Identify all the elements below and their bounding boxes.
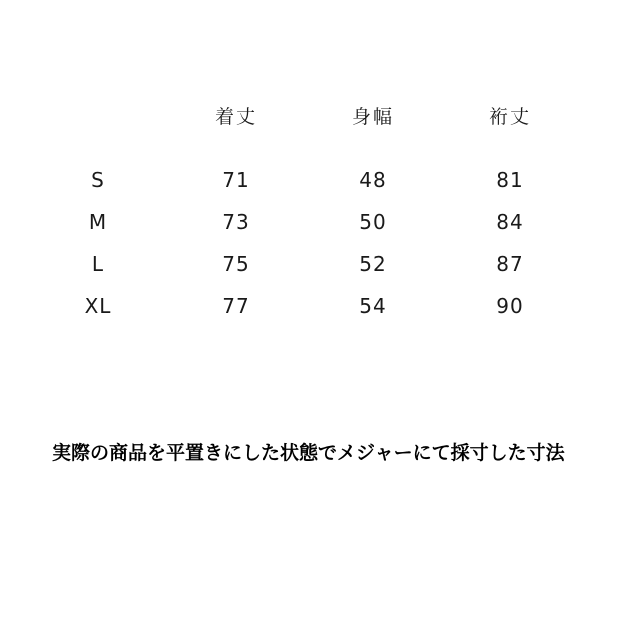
table-cell: 52 — [359, 252, 387, 276]
row-label-size: L — [91, 252, 105, 276]
table-cell: 87 — [496, 252, 524, 276]
row-label-size: XL — [84, 294, 112, 318]
table-cell: 73 — [222, 210, 250, 234]
row-label-size: S — [91, 168, 105, 192]
row-label-size: M — [88, 210, 108, 234]
table-cell: 77 — [222, 294, 250, 318]
table-cell: 50 — [359, 210, 387, 234]
measurement-note: 実際の商品を平置きにした状態でメジャーにて採寸した寸法 — [52, 442, 565, 464]
table-cell: 48 — [359, 168, 387, 192]
table-cell: 81 — [496, 168, 524, 192]
table-cell: 90 — [496, 294, 524, 318]
table-cell: 75 — [222, 252, 250, 276]
column-header-width: 身幅 — [351, 106, 395, 128]
table-cell: 71 — [222, 168, 250, 192]
table-cell: 84 — [496, 210, 524, 234]
column-header-length: 着丈 — [214, 106, 258, 128]
column-header-sleeve: 裄丈 — [488, 106, 532, 128]
table-cell: 54 — [359, 294, 387, 318]
